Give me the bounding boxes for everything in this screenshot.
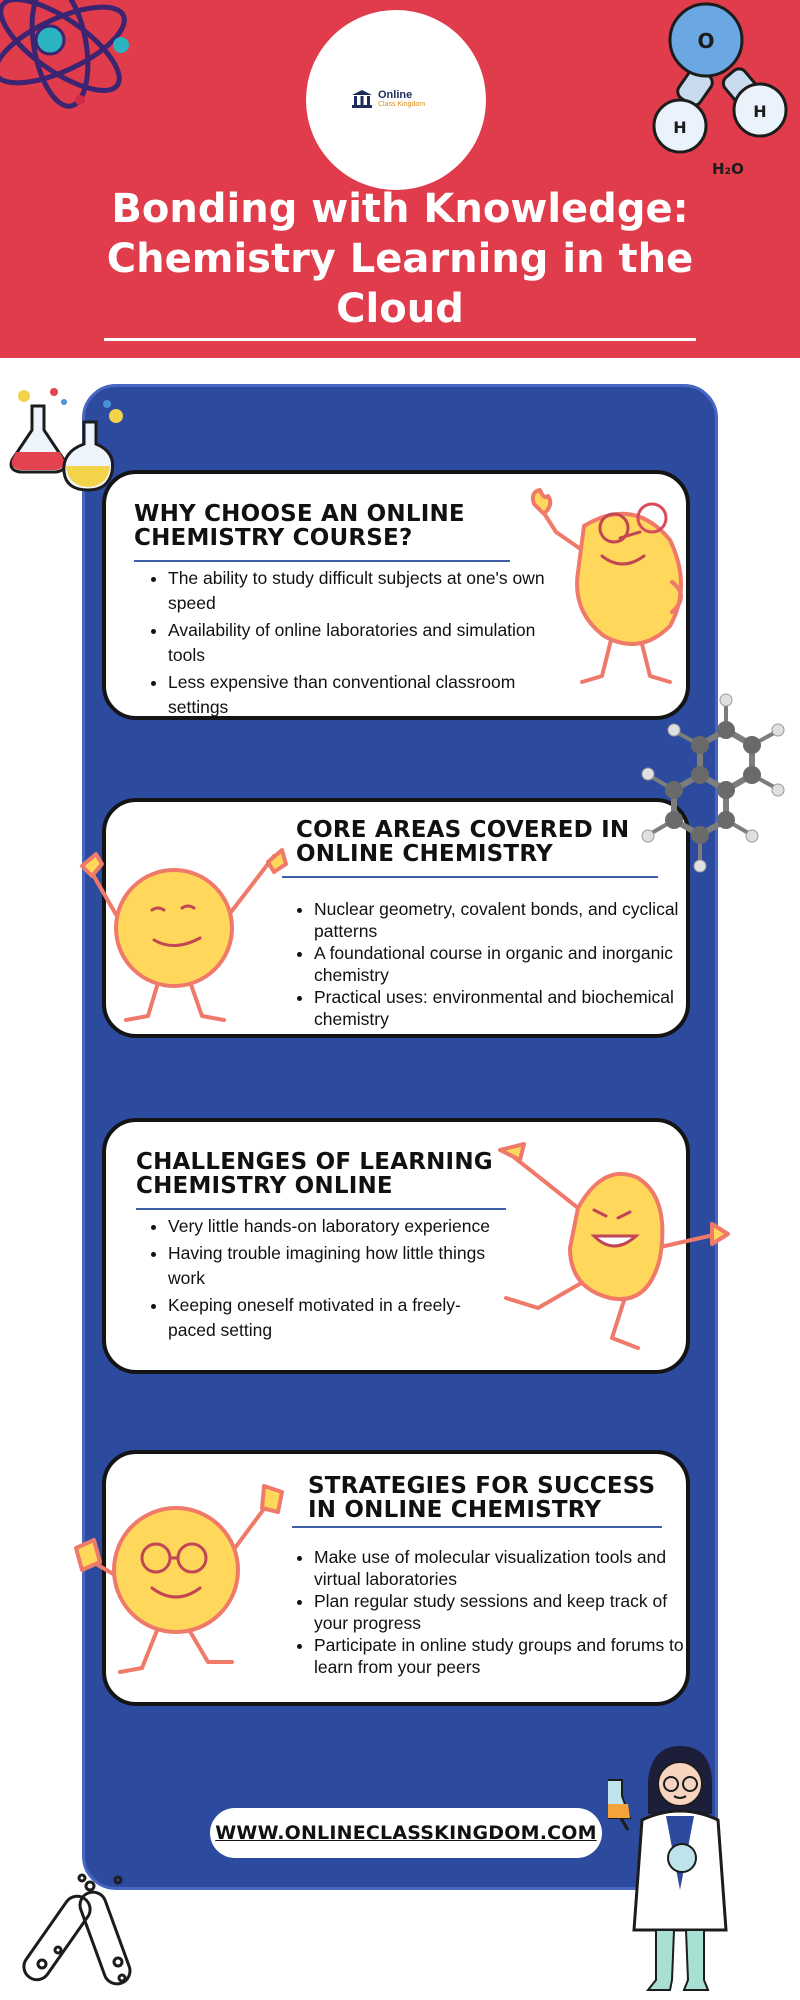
heading-divider xyxy=(136,1208,506,1210)
website-link[interactable]: WWW.ONLINECLASSKINGDOM.COM xyxy=(215,1822,597,1844)
list-item: • Participate in online study groups and forums to learn from your peers xyxy=(314,1634,684,1678)
list-item: • Nuclear geometry, covalent bonds, and cyclical patterns xyxy=(314,898,684,942)
list-item: • Keeping oneself motivated in a freely-paced setting xyxy=(168,1293,498,1343)
list-item: • A foundational course in organic and inorganic chemistry xyxy=(314,942,684,986)
bullet-list xyxy=(294,1546,684,1678)
mascot-dancing-icon xyxy=(498,1138,730,1354)
heading-divider xyxy=(134,560,510,562)
water-molecule-icon xyxy=(640,0,800,180)
section-heading: WHY CHOOSE AN ONLINE CHEMISTRY COURSE? xyxy=(134,501,465,551)
section-heading: CORE AREAS COVERED IN ONLINE CHEMISTRY xyxy=(296,817,630,867)
header-banner xyxy=(0,0,800,358)
scientist-illustration xyxy=(608,1740,748,1998)
page-title: Bonding with Knowledge: Chemistry Learning in the Cloud xyxy=(106,186,694,332)
atom-h-label: H xyxy=(753,102,767,121)
bullet-list xyxy=(148,566,558,722)
molecule-structure-icon xyxy=(604,690,800,880)
list-item: • Make use of molecular visualization tools and virtual laboratories xyxy=(314,1546,684,1590)
test-tubes-icon xyxy=(22,1870,142,1998)
building-icon xyxy=(352,90,372,108)
list-item: • Very little hands-on laboratory experience xyxy=(168,1214,498,1239)
section-heading: CHALLENGES OF LEARNING CHEMISTRY ONLINE xyxy=(136,1149,493,1199)
website-link-pill[interactable] xyxy=(210,1808,602,1858)
heading-divider xyxy=(292,1526,662,1528)
atom-o-label: O xyxy=(697,29,715,53)
list-item: • Availability of online laboratories and simulation tools xyxy=(168,618,558,668)
heading-divider xyxy=(282,876,658,878)
list-item: • Having trouble imagining how little things work xyxy=(168,1241,498,1291)
list-item: • Practical uses: environmental and biochemical chemistry xyxy=(314,986,684,1030)
list-item: • Plan regular study sessions and keep track of your progress xyxy=(314,1590,684,1634)
bullet-list xyxy=(148,1214,498,1345)
section-heading: STRATEGIES FOR SUCCESS IN ONLINE CHEMISTRY xyxy=(308,1473,656,1523)
logo-subtitle: Class Kingdom xyxy=(378,101,426,108)
atom-h-label: H xyxy=(673,118,687,137)
title-divider xyxy=(104,338,696,341)
mascot-pointing-icon xyxy=(522,486,690,696)
molecule-formula: H₂O xyxy=(712,160,744,178)
logo-badge xyxy=(306,10,486,190)
logo-wordmark: Online xyxy=(378,89,413,101)
list-item: • Less expensive than conventional classroom settings xyxy=(168,670,558,720)
atom-icon xyxy=(0,0,160,130)
mascot-waving-icon xyxy=(72,1478,292,1678)
mascot-thumbs-up-icon xyxy=(78,836,288,1026)
list-item: • The ability to study difficult subjects at one's own speed xyxy=(168,566,558,616)
bullet-list xyxy=(294,898,684,1030)
